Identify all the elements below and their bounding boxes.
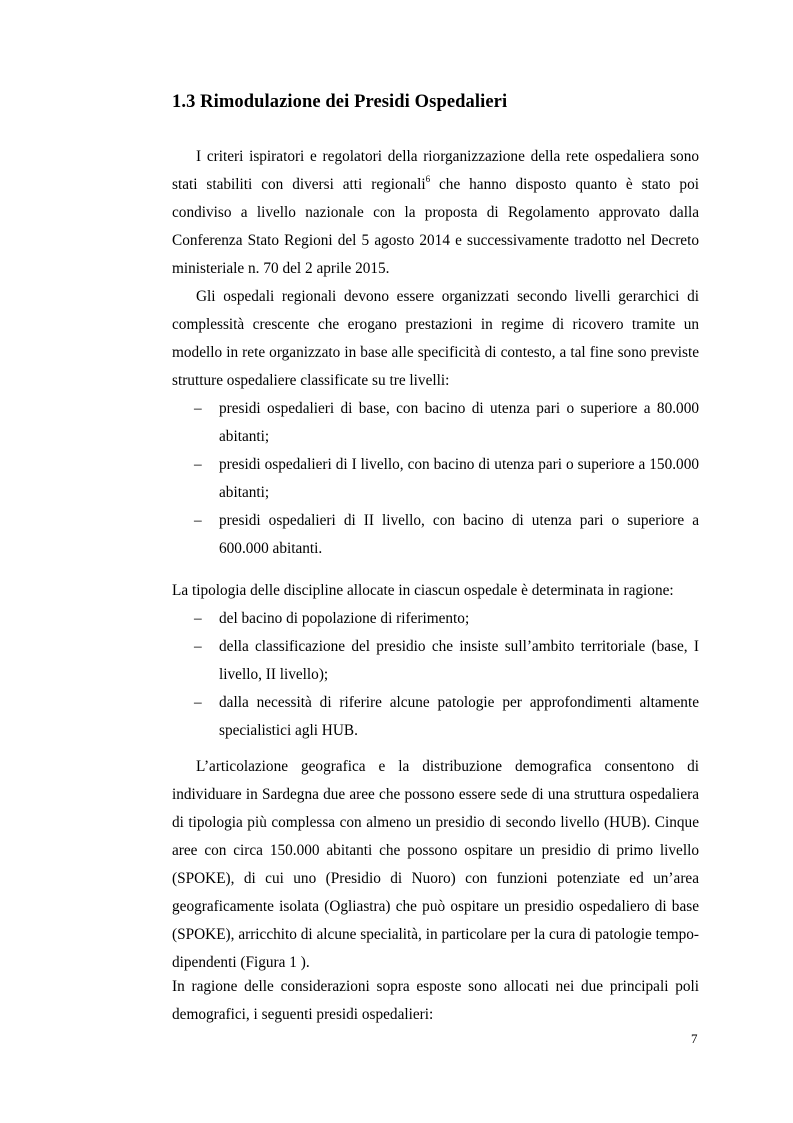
paragraph-hospital-levels: Gli ospedali regionali devono essere organizzati secondo livelli gerarchici di complessità crescente che erogano prestazioni in regime di ricovero tramite un modello in rete organizzato in base alle specificità di contesto, a tal fine sono previste strutture ospedaliere classificate su tre livelli: [172,288,699,389]
dash-bullet: – [194,400,202,417]
list-item-text: presidi ospedalieri di II livello, con bacino di utenza pari o superiore a 600.000 abitanti. [219,512,699,557]
list-item [172,605,699,633]
paragraph-criteria [172,143,699,283]
paragraph-criteria-part1: I criteri ispiratori e regolatori della riorganizzazione della rete ospedaliera sono stati stabiliti con diversi atti regionali [172,148,699,193]
footnote-reference[interactable]: 6 [425,174,431,184]
list-item-text: del bacino di popolazione di riferimento; [219,610,470,627]
dash-bullet: – [194,638,202,655]
list-item-text: dalla necessità di riferire alcune patologie per approfondimenti altamente specialistici agli HUB. [219,694,699,739]
paragraph-geography: L’articolazione geografica e la distribuzione demografica consentono di individuare in Sardegna due aree che possono essere sede di una struttura ospedaliera di tipologia più complessa con almeno un presidio di secondo livello (HUB). Cinque aree con circa 150.000 abitanti che possono ospitare un presidio di primo livello (SPOKE), di cui uno (Presidio di Nuoro) con funzioni potenziate ed un’area geograficamente isolata (Ogliastra) che può ospitare un presidio ospedaliero di base (SPOKE), arricchito di alcune specialità, in particolare per la cura di patologie tempo-dipendenti (Figura 1 ). [172,758,699,971]
dash-bullet: – [194,694,202,711]
page-number: 7 [691,1031,698,1046]
list-item-text: della classificazione del presidio che insiste sull’ambito territoriale (base, I livello, II livello); [219,638,699,683]
list-item-text: presidi ospedalieri di base, con bacino di utenza pari o superiore a 80.000 abitanti; [219,400,699,445]
paragraph-criteria-part2: che hanno disposto quanto è stato poi condiviso a livello nazionale con la proposta di Regolamento approvato dalla Conferenza Stato Regioni del 5 agosto 2014 e successivamente tradotto nel Decreto ministeriale n. 70 del 2 aprile 2015. [172,176,699,277]
list-item [172,689,699,745]
paragraph-disciplines: La tipologia delle discipline allocate in ciascun ospedale è determinata in ragione: [172,582,674,599]
levels-list [172,395,699,563]
dash-bullet: – [194,512,202,529]
dash-bullet: – [194,610,202,627]
list-item [172,451,699,507]
dash-bullet: – [194,456,202,473]
criteria-list [172,605,699,745]
section-heading: 1.3 Rimodulazione dei Presidi Ospedalieri [172,92,508,112]
list-item [172,507,699,563]
paragraph-allocation: In ragione delle considerazioni sopra esposte sono allocati nei due principali poli demografici, i seguenti presidi ospedalieri: [172,978,699,1023]
list-item [172,395,699,451]
list-item-text: presidi ospedalieri di I livello, con bacino di utenza pari o superiore a 150.000 abitanti; [219,456,699,501]
list-item [172,633,699,689]
